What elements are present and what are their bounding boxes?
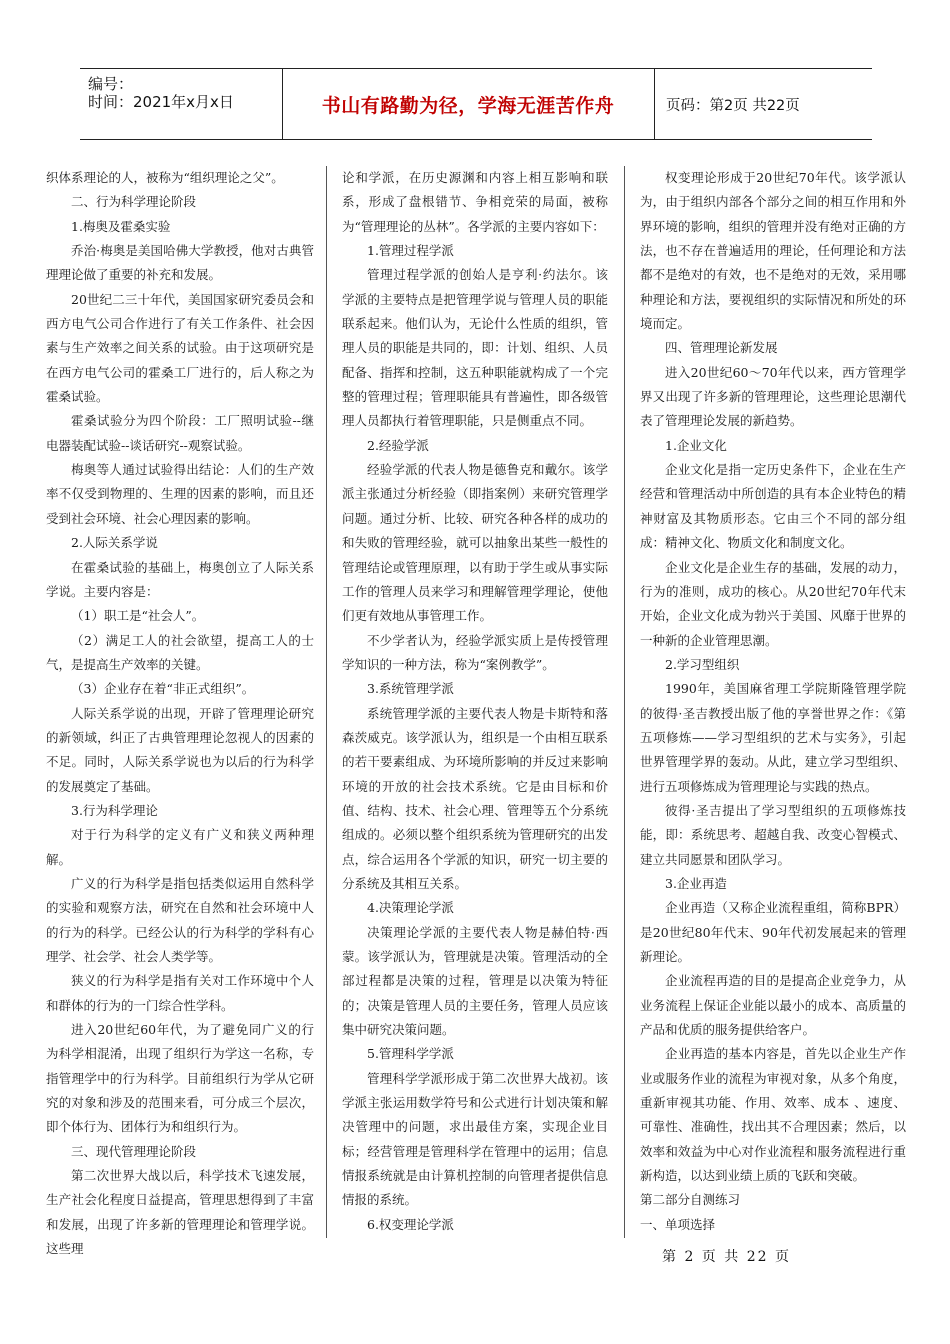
section-heading: 二、行为科学理论阶段 [71, 194, 197, 210]
paragraph: 管理过程学派的创始人是亨利·约法尔。该学派的主要特点是把管理学说与管理人员的职能联系起来。他们认为，无论什么性质的组织，管理人员的职能是共同的，即：计划、组织、人员配备、指挥和控制，这五种职能就构成了一个完整的管理过程；管理职能具有普遍性，即各级管理人员都执行着管理职能，只是侧重点不同。 [342, 267, 608, 429]
subsection-heading: 3.行为科学理论 [71, 802, 158, 818]
paragraph: 企业文化是指一定历史条件下，企业在生产经营和管理活动中所创造的具有本企业特色的精神财富及其物质形态。它由三个不同的部分组成：精神文化、物质文化和制度文化。 [640, 462, 906, 551]
paragraph: 人际关系学说的出现，开辟了管理理论研究的新领域，纠正了古典管理理论忽视人的因素的不足。同时，人际关系学说也为以后的行为科学的发展奠定了基础。 [46, 705, 314, 794]
paragraph: 织体系理论的人，被称为“组织理论之父”。 [46, 170, 284, 185]
document-number-label: 编号： [88, 75, 134, 93]
paragraph: 广义的行为科学是指包括类似运用自然科学的实验和观察方法，研究在自然和社会环境中人的行为的科学。已经公认的行为科学的学科有心理学、社会学、社会人类学等。 [46, 875, 314, 964]
paragraph: 霍桑试验分为四个阶段：工厂照明试验--继电器装配试验--谈话研究--观察试验。 [46, 413, 314, 453]
text-column-3 [640, 166, 906, 1237]
subsection-heading: 4.决策理论学派 [367, 900, 454, 916]
section-heading: 一、单项选择 [640, 1216, 716, 1232]
section-heading: 三、现代管理理论阶段 [71, 1143, 197, 1159]
subsection-heading: 2.经验学派 [367, 437, 429, 453]
page-footer: 第 2 页 共 22 页 [662, 1249, 791, 1265]
header-motto: 书山有路勤为径，学海无涯苦作舟 [321, 94, 615, 117]
subsection-heading: 5.管理科学学派 [367, 1046, 454, 1062]
header-page-code: 页码：第2页 共22页 [666, 97, 800, 114]
subsection-heading: 2.学习型组织 [665, 656, 740, 672]
subsection-heading: 6.权变理论学派 [367, 1216, 454, 1232]
paragraph: 企业再造的基本内容是，首先以企业生产作业或服务作业的流程为审视对象，从多个角度，重新审视其功能、作用、效率、成本 、速度、可靠性、准确性，找出其不合理因素；然后，以效率和效益为中心对作业流程和服务流程进行重新构造，以达到业绩上质的飞跃和突破。 [640, 1046, 906, 1184]
paragraph: 第二次世界大战以后，科学技术飞速发展，生产社会化程度日益提高，管理思想得到了丰富和发展，出现了许多新的管理理论和管理学说。这些理 [46, 1168, 314, 1257]
header-meta-cell [80, 69, 283, 139]
list-item: （1）职工是“社会人”。 [71, 608, 205, 624]
subsection-heading: 1.梅奥及霍桑实验 [71, 218, 171, 234]
paragraph: 20世纪二三十年代，美国国家研究委员会和西方电气公司合作进行了有关工作条件、社会因素与生产效率之间关系的试验。由于这项研究是在西方电气公司的霍桑工厂进行的，后人称之为霍桑试验。 [46, 291, 314, 405]
subsection-heading: 3.系统管理学派 [367, 681, 454, 697]
paragraph: 在霍桑试验的基础上，梅奥创立了人际关系学说。主要内容是： [46, 559, 314, 599]
paragraph: 梅奥等人通过试验得出结论：人们的生产效率不仅受到物理的、生理的因素的影响，而且还受到社会环境、社会心理因素的影响。 [46, 462, 314, 526]
page-header [80, 68, 872, 140]
text-column-2 [342, 166, 608, 1237]
paragraph: 进入20世纪60～70年代以来，西方管理学界又出现了许多新的管理理论，这些理论思潮代表了管理理论发展的新趋势。 [640, 364, 906, 429]
paragraph: 经验学派的代表人物是德鲁克和戴尔。该学派主张通过分析经验（即指案例）来研究管理学问题。通过分析、比较、研究各种各样的成功的和失败的管理经验，就可以抽象出某些一般性的管理结论或管理原理，以有助于学生或从事实际工作的管理人员来学习和理解管理学理论，使他们更有效地从事管理工作。 [342, 462, 608, 624]
header-motto-cell [282, 69, 655, 139]
document-date-label: 时间：2021年x月x日 [88, 93, 234, 111]
subsection-heading: 3.企业再造 [665, 875, 727, 891]
paragraph: 乔治·梅奥是美国哈佛大学教授，他对古典管理理论做了重要的补充和发展。 [46, 243, 314, 283]
paragraph: 1990年，美国麻省理工学院斯隆管理学院的彼得·圣吉教授出版了他的享誉世界之作：《第五项修炼——学习型组织的艺术与实务》，引起世界管理学界的轰动。从此，建立学习型组织、进行五项修炼成为管理理论与实践的热点。 [640, 681, 906, 794]
list-item: （3）企业存在着“非正式组织”。 [71, 681, 255, 697]
paragraph: 对于行为科学的定义有广义和狭义两种理解。 [46, 827, 314, 867]
list-item: （2）满足工人的社会欲望，提高工人的士气，是提高生产效率的关键。 [46, 632, 314, 672]
text-column-1 [46, 166, 314, 1261]
paragraph: 狭义的行为科学是指有关对工作环境中个人和群体的行为的一门综合性学科。 [46, 973, 314, 1013]
paragraph: 进入20世纪60年代，为了避免同广义的行为科学相混淆，出现了组织行为学这一名称，专指管理学中的行为科学。目前组织行为学从它研究的对象和涉及的范围来看，可分成三个层次，即个体行为、团体行为和组织行为。 [46, 1022, 314, 1135]
section-heading: 四、管理理论新发展 [665, 340, 778, 356]
header-page-cell [656, 69, 872, 139]
paragraph: 企业再造（又称企业流程重组，简称BPR）是20世纪80年代末、90年代初发展起来的管理新理论。 [640, 900, 906, 964]
paragraph: 系统管理学派的主要代表人物是卡斯特和落森茨威克。该学派认为，组织是一个由相互联系的若干要素组成、为环境所影响的并反过来影响环境的开放的社会技术系统。它是由目标和价值、结构、技术、社会心理、管理等五个分系统组成的。必须以整个组织系统为管理研究的出发点，综合运用各个学派的知识，研究一切主要的分系统及其相互关系。 [342, 705, 608, 891]
paragraph: 权变理论形成于20世纪70年代。该学派认为，由于组织内部各个部分之间的相互作用和外界环境的影响，组织的管理并没有绝对正确的方法，也不存在普遍适用的理论，任何理论和方法都不是绝对的有效，也不是绝对的无效，采用哪种理论和方法，要视组织的实际情况和所处的环境而定。 [640, 170, 906, 332]
part-heading: 第二部分自测练习 [640, 1192, 741, 1208]
paragraph: 决策理论学派的主要代表人物是赫伯特·西蒙。该学派认为，管理就是决策。管理活动的全部过程都是决策的过程，管理是以决策为特征的；决策是管理人员的主要任务，管理人员应该集中研究决策问题。 [342, 924, 608, 1038]
subsection-heading: 1.管理过程学派 [367, 243, 454, 259]
paragraph: 不少学者认为，经验学派实质上是传授管理学知识的一种方法，称为“案例教学”。 [342, 632, 608, 672]
column-divider [624, 166, 625, 1238]
subsection-heading: 1.企业文化 [665, 437, 727, 453]
paragraph: 彼得·圣吉提出了学习型组织的五项修炼技能，即：系统思考、超越自我、改变心智模式、建立共同愿景和团队学习。 [640, 802, 906, 867]
paragraph: 管理科学学派形成于第二次世界大战初。该学派主张运用数学符号和公式进行计划决策和解决管理中的问题，求出最佳方案，实现企业目标；经营管理是管理科学在管理中的运用；信息情报系统就是由计算机控制的向管理者提供信息情报的系统。 [342, 1070, 608, 1208]
paragraph: 企业流程再造的目的是提高企业竞争力，从业务流程上保证企业能以最小的成本、高质量的产品和优质的服务提供给客户。 [640, 973, 906, 1038]
subsection-heading: 2.人际关系学说 [71, 535, 158, 551]
paragraph: 论和学派，在历史源渊和内容上相互影响和联系，形成了盘根错节、争相竞荣的局面，被称为“管理理论的丛林”。各学派的主要内容如下： [342, 170, 608, 234]
paragraph: 企业文化是企业生存的基础，发展的动力，行为的准则，成功的核心。从20世纪70年代末开始，企业文化成为勃兴于美国、风靡于世界的一种新的企业管理思潮。 [640, 559, 906, 648]
column-divider [326, 166, 327, 1238]
